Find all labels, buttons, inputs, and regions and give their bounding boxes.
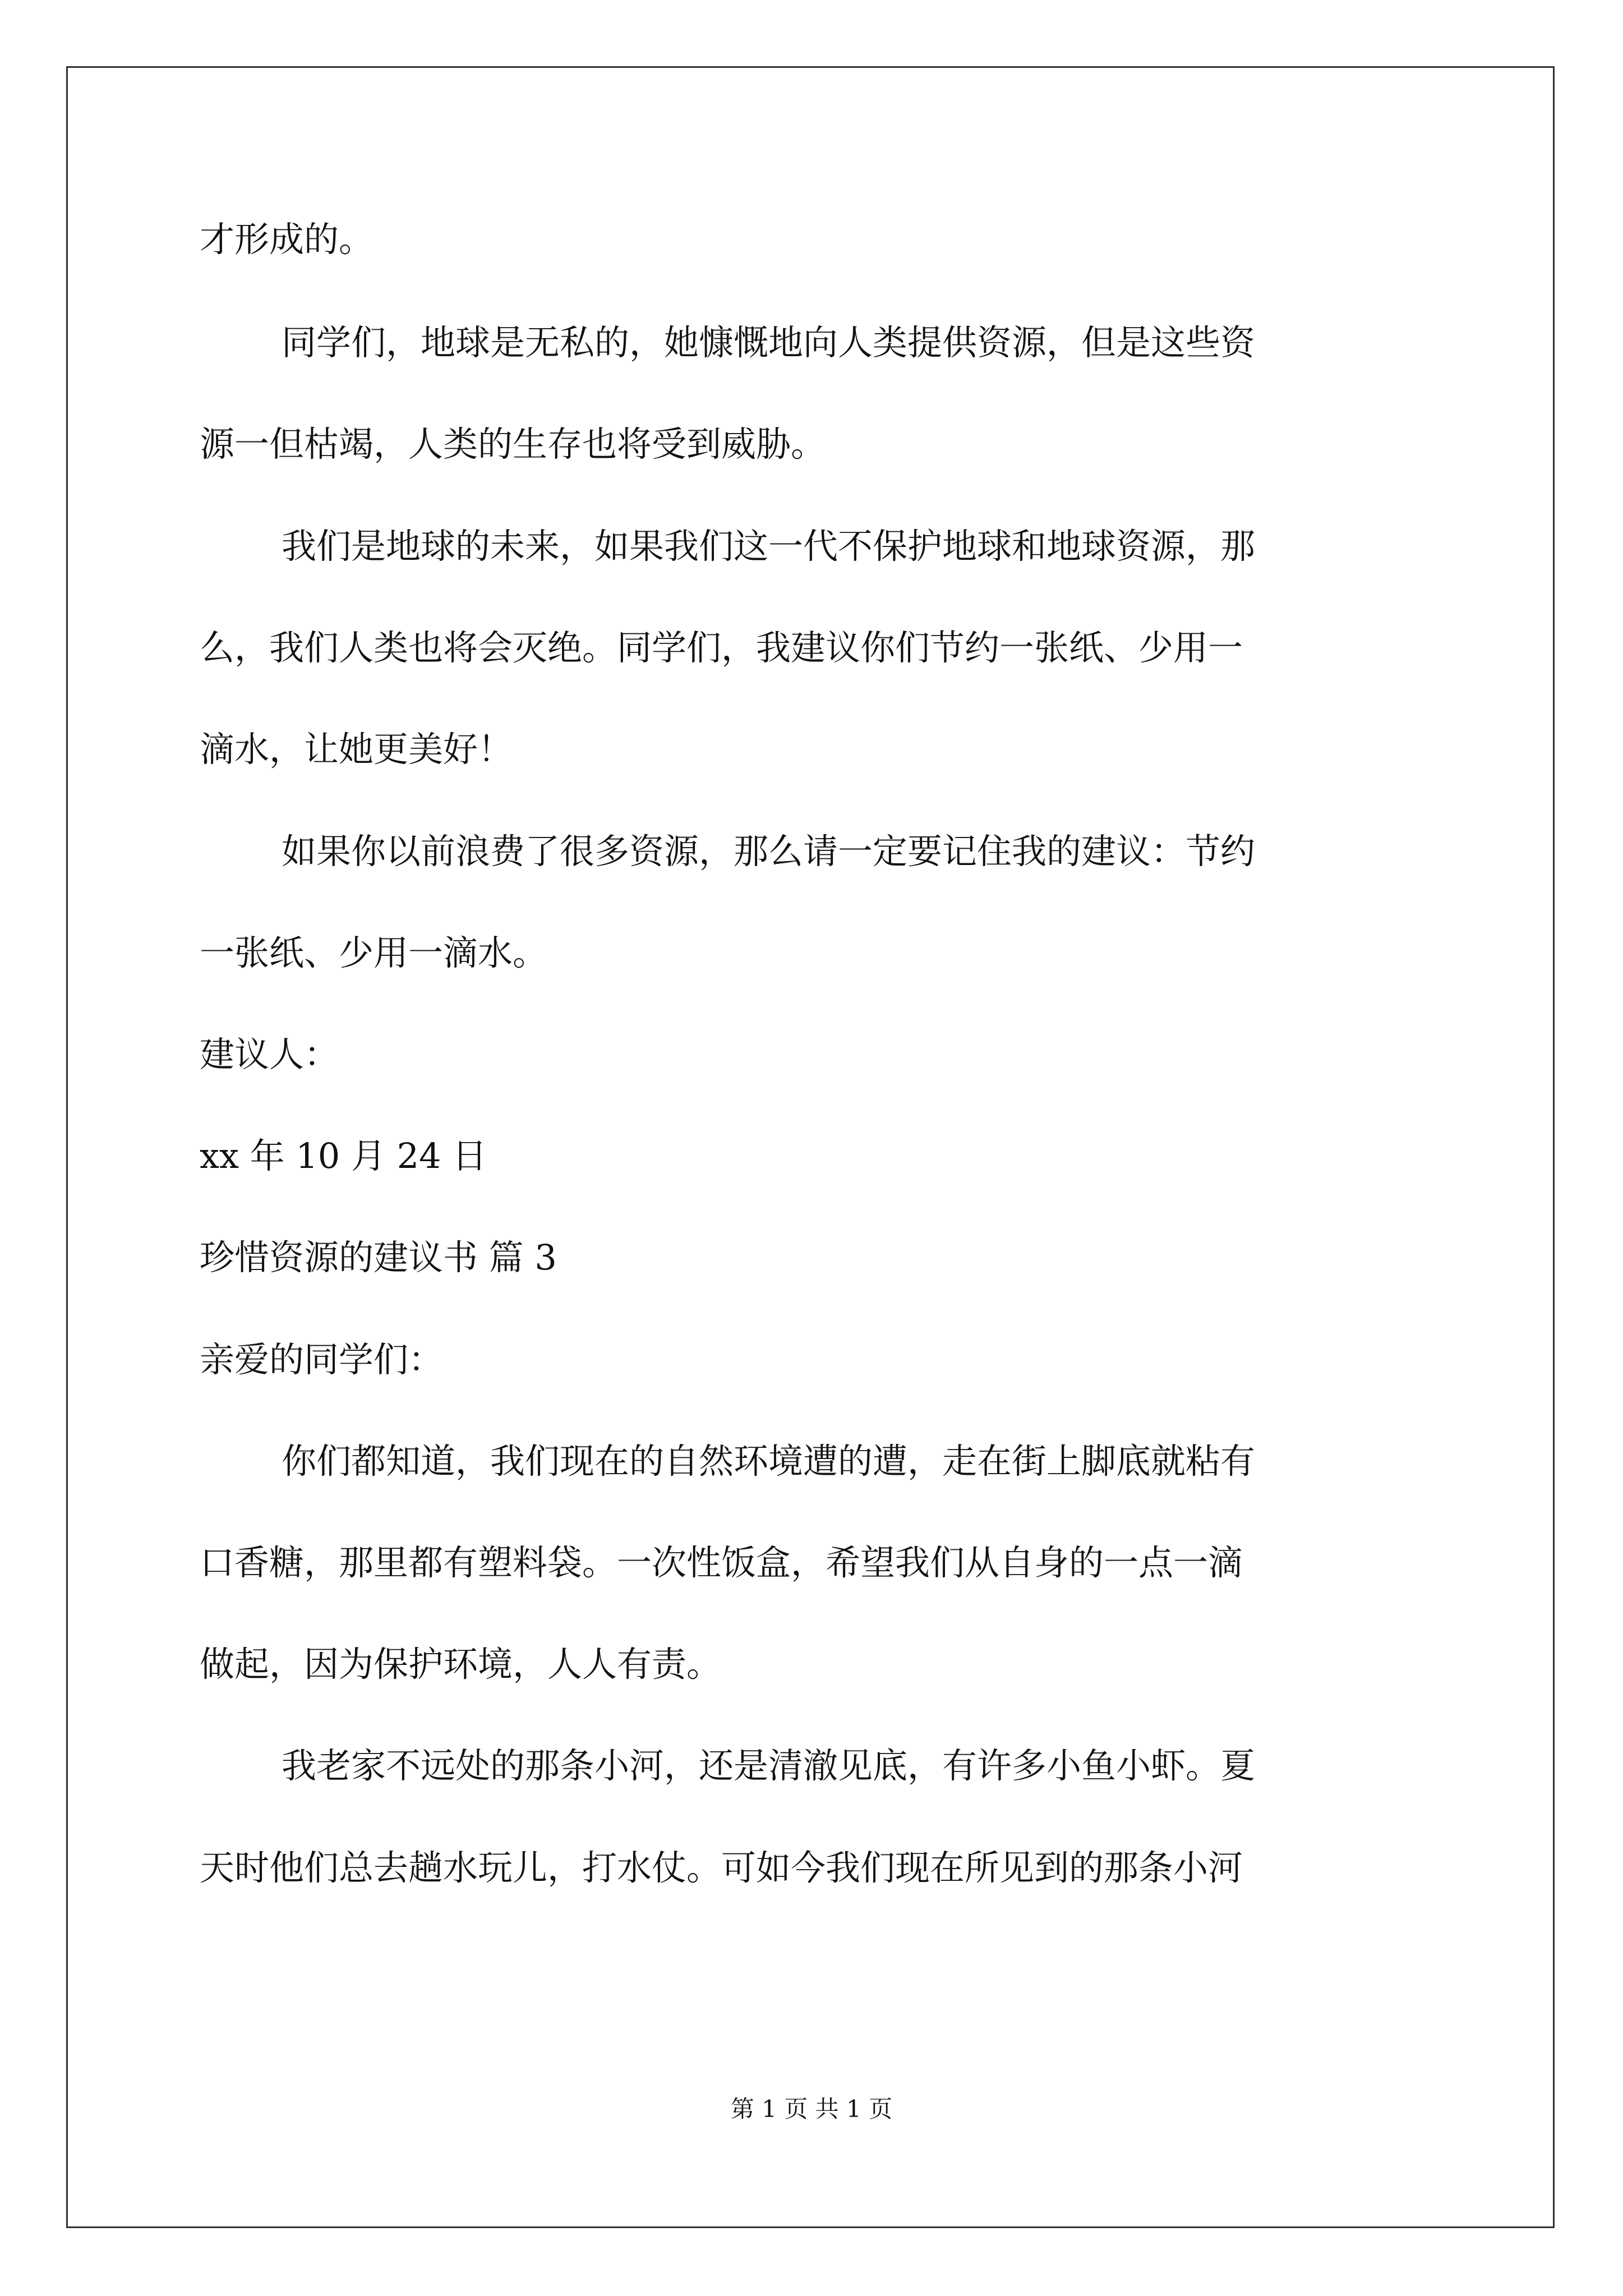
text-line: 源一但枯竭，人类的生存也将受到威胁。 <box>200 424 826 464</box>
text-line: 才形成的。 <box>200 219 374 260</box>
text-line: 一张纸、少用一滴水。 <box>200 932 548 973</box>
section-title: 珍惜资源的建议书 篇 3 <box>200 1237 557 1278</box>
text-line: 滴水，让她更美好！ <box>200 729 513 770</box>
text-line: 天时他们总去趟水玩儿，打水仗。可如今我们现在所见到的那条小河 <box>200 1847 1243 1888</box>
paragraph-line: 我老家不远处的那条小河，还是清澈见底，有许多小鱼小虾。夏 <box>282 1745 1256 1786</box>
date-line: xx 年 10 月 24 日 <box>200 1135 487 1176</box>
salutation: 亲爱的同学们： <box>200 1339 444 1380</box>
text-line: 做起，因为保护环境，人人有责。 <box>200 1644 722 1685</box>
paragraph-line: 我们是地球的未来，如果我们这一代不保护地球和地球资源，那 <box>282 526 1256 567</box>
paragraph-line: 同学们，地球是无私的，她慷慨地向人类提供资源，但是这些资 <box>282 322 1256 363</box>
paragraph-line: 你们都知道，我们现在的自然环境遭的遭，走在街上脚底就粘有 <box>282 1441 1256 1481</box>
signature-label: 建议人： <box>200 1034 339 1075</box>
text-line: 么，我们人类也将会灭绝。同学们，我建议你们节约一张纸、少用一 <box>200 627 1243 668</box>
page-footer: 第 1 页 共 1 页 <box>730 2095 893 2123</box>
text-line: 口香糖，那里都有塑料袋。一次性饭盒，希望我们从自身的一点一滴 <box>200 1542 1243 1583</box>
paragraph-line: 如果你以前浪费了很多资源，那么请一定要记住我的建议：节约 <box>282 831 1256 872</box>
